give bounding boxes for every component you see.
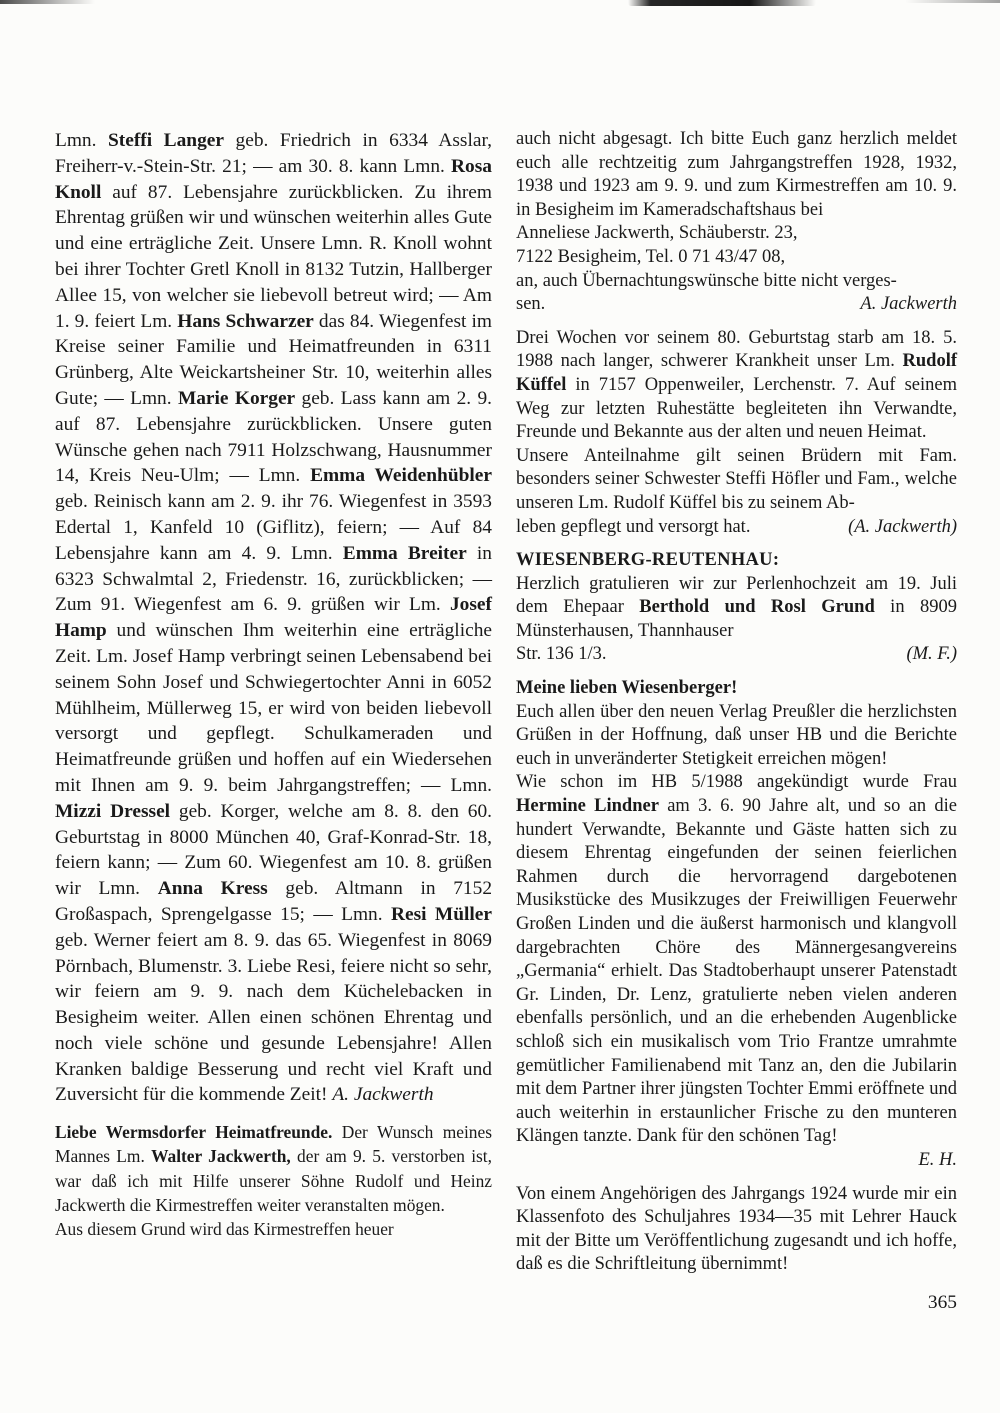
signature-line [516, 1149, 957, 1173]
signature-line-text: Str. 136 1/3. [516, 644, 607, 665]
signature: A. Jackwerth [860, 294, 957, 315]
signature: (A. Jackwerth) [848, 516, 957, 537]
scan-artifact-top-center [628, 0, 816, 6]
left-column [55, 128, 492, 1251]
paragraph: Liebe Wermsdorfer Heimatfreunde. Der Wunsch meines Mannes Lm. Walter Jackwerth, der am 9. 5. verstorben ist, war daß ich mit Hilfe unserer Söhne Rudolf und Heinz Jackwerth die Kirmestreffen weiter veranstalten mögen. Aus diesem Grund wird das Kirmestreffen heuer [55, 1122, 492, 1240]
paragraph: Euch allen über den neuen Verlag Preußler die herzlichsten Grüßen in der Hoffnung, daß unser HB und die Berichte euch in unveränderter Stetigkeit erreichen mögen! Wie schon im HB 5/1988 angekündigt wurde Frau Hermine Lindner am 3. 6. 90 Jahre alt, und so an die hundert Verwandte, Bekannte und Gäste hatten sich zu diesem Ehrentag eingefunden der seinen feierlichen Rahmen durch die hervorragend dargebotenen Musikstücke des Musikzuges der Freiwilligen Feuerwehr Großen Linden und die äußerst harmonisch und klangvoll dargebrachten Chöre des Männergesangvereins „Germania“ erhielt. Das Stadtoberhaupt unserer Patenstadt Gr. Linden, Dr. Lenz, gratulierte neben vielen anderen ebenfalls persönlich, und an die erhebenden Augenblicke schloß sich ein musikalisch vom Trio Frantze umrahmte gemütlicher Familienabend mit Tanz an, den die Jubilarin mit dem Partner ihrer jüngsten Tochter Emmi eröffnete und auch weiterhin in erstaunlicher Frische zu den munteren Klängen tanzte. Dank für den schönen Tag! E. H. [516, 701, 957, 1173]
right-column [516, 128, 957, 1315]
paragraph: Lmn. Steffi Langer geb. Friedrich in 6334 Asslar, Freiherr-v.-Stein-Str. 21; — am 30. 8. kann Lmn. Rosa Knoll auf 87. Lebensjahre zurückblicken. Zu ihrem Ehrentag grüßen wir und wünschen weiterhin alles Gute und eine erträgliche Zeit. Unsere Lmn. R. Knoll wohnt bei ihrer Tochter Gretl Knoll in 8132 Tutzin, Hallberger Allee 15, von welcher sie liebevoll betreut wird; — Am 1. 9. feiert Lm. Hans Schwarzer das 84. Wiegenfest im Kreise seiner Familie und Heimatfreunden in 6311 Grünberg, Alte Weickartsheiner Str. 10, weiterhin alles Gute; — Lmn. Marie Korger geb. Lass kann am 2. 9. auf 87. Lebensjahre zurückblicken. Unsere guten Wünsche gehen nach 7911 Holzschwang, Hausnummer 14, Kreis Neu-Ulm; — Lmn. Emma Weidenhübler geb. Reinisch kann am 2. 9. ihr 76. Wiegenfest in 3593 Edertal 1, Kanfeld 10 (Giflitz), feiern; — Auf 84 Lebensjahre kann am 4. 9. Lmn. Emma Breiter in 6323 Schwalmtal 2, Friedenstr. 16, zurückblicken; — Zum 91. Wiegenfest am 6. 9. grüßen wir Lm. Josef Hamp und wünschen Ihm weiterhin eine erträgliche Zeit. Lm. Josef Hamp verbringt seinen Lebensabend bei seinem Sohn Josef und Schwiegertochter Anni in 6052 Mühlheim, Müllerweg 15, er wird von beiden liebevoll versorgt und gepflegt. Schulkameraden und Heimatfreunde grüßen und hoffen auf ein Wiedersehen mit Ihnen am 9. 9. beim Jahrgangstreffen; — Lmn. Mizzi Dressel geb. Korger, welche am 8. 8. den 60. Geburtstag in 8000 München 40, Graf-Konrad-Str. 18, feiern kann; — Zum 60. Wiegenfest am 10. 8. grüßen wir Lmn. Anna Kress geb. Altmann in 7152 Großaspach, Sprengelgasse 15; — Lmn. Resi Müller geb. Werner feiert am 8. 9. das 65. Wiegenfest in 8069 Pörnbach, Blumenstr. 3. Liebe Resi, feiere nicht so sehr, wir feiern am 9. 9. nach dem Küchelebacken in Besigheim weiter. Allen einen schönen Ehrentag und noch viele schöne und gesunde Lebensjahre! Allen Kranken baldige Besserung und recht viel Kraft und Zuversicht für die kommende Zeit! A. Jackwerth [55, 130, 493, 1106]
scan-artifact-top-right [905, 0, 1000, 3]
left-column-blocks [55, 128, 492, 1241]
signature-line [516, 643, 957, 667]
paragraph: Von einem Angehörigen des Jahrgangs 1924 wurde mir ein Klassenfoto des Schuljahres 1934—35 mit Lehrer Hauck mit der Bitte um Veröffentlichung zugesandt und ich hoffe, daß es die Schriftleitung übernimmt! [516, 1183, 957, 1275]
signature: (M. F.) [906, 644, 957, 665]
page-number: 365 [927, 1291, 957, 1313]
section-heading: WIESENBERG-REUTENHAU: [516, 550, 780, 571]
right-column-blocks [516, 128, 957, 1277]
signature-line-text: leben gepflegt und versorgt hat. [516, 516, 751, 537]
scan-artifact-top-left [0, 0, 95, 4]
paragraph: auch nicht abgesagt. Ich bitte Euch ganz herzlich meldet euch alle rechtzeitig zum Jahrgangstreffen 1928, 1932, 1938 und 1923 am 9. 9. und zum Kirmestreffen am 10. 9. in Besigheim im Kameradschaftshaus bei Anneliese Jackwerth, Schäuberstr. 23, 7122 Besigheim, Tel. 0 71 43/47 08, an, auch Übernachtungswünsche bitte nicht verges- sen. A. Jackwerth [516, 128, 957, 317]
sub-heading: Meine lieben Wiesenberger! [516, 678, 738, 699]
signature-line [516, 516, 957, 540]
signature-line [516, 293, 957, 317]
signature: E. H. [918, 1149, 957, 1170]
paragraph: Drei Wochen vor seinem 80. Geburtstag starb am 18. 5. 1988 nach langer, schwerer Krankheit unser Lm. Rudolf Küffel in 7157 Oppenweiler, Lerchenstr. 7. Auf seinem Weg zur letzten Ruhestätte begleiteten ihn Verwandte, Freunde und Bekannte aus der alten und neuen Heimat. Unsere Anteilnahme gilt seinen Brüdern mit Fam. besonders seiner Schwester Steffi Höfler und Fam., welche unseren Lm. Rudolf Küffel bis zu seinem Ab- leben gepflegt und versorgt hat. (A. Jackwerth) [516, 327, 957, 539]
signature-line-text: sen. [516, 294, 546, 315]
paragraph: Herzlich gratulieren wir zur Perlenhochzeit am 19. Juli dem Ehepaar Berthold und Rosl Grund in 8909 Münsterhausen, Thannhauser Str. 136 1/3. (M. F.) [516, 573, 957, 667]
